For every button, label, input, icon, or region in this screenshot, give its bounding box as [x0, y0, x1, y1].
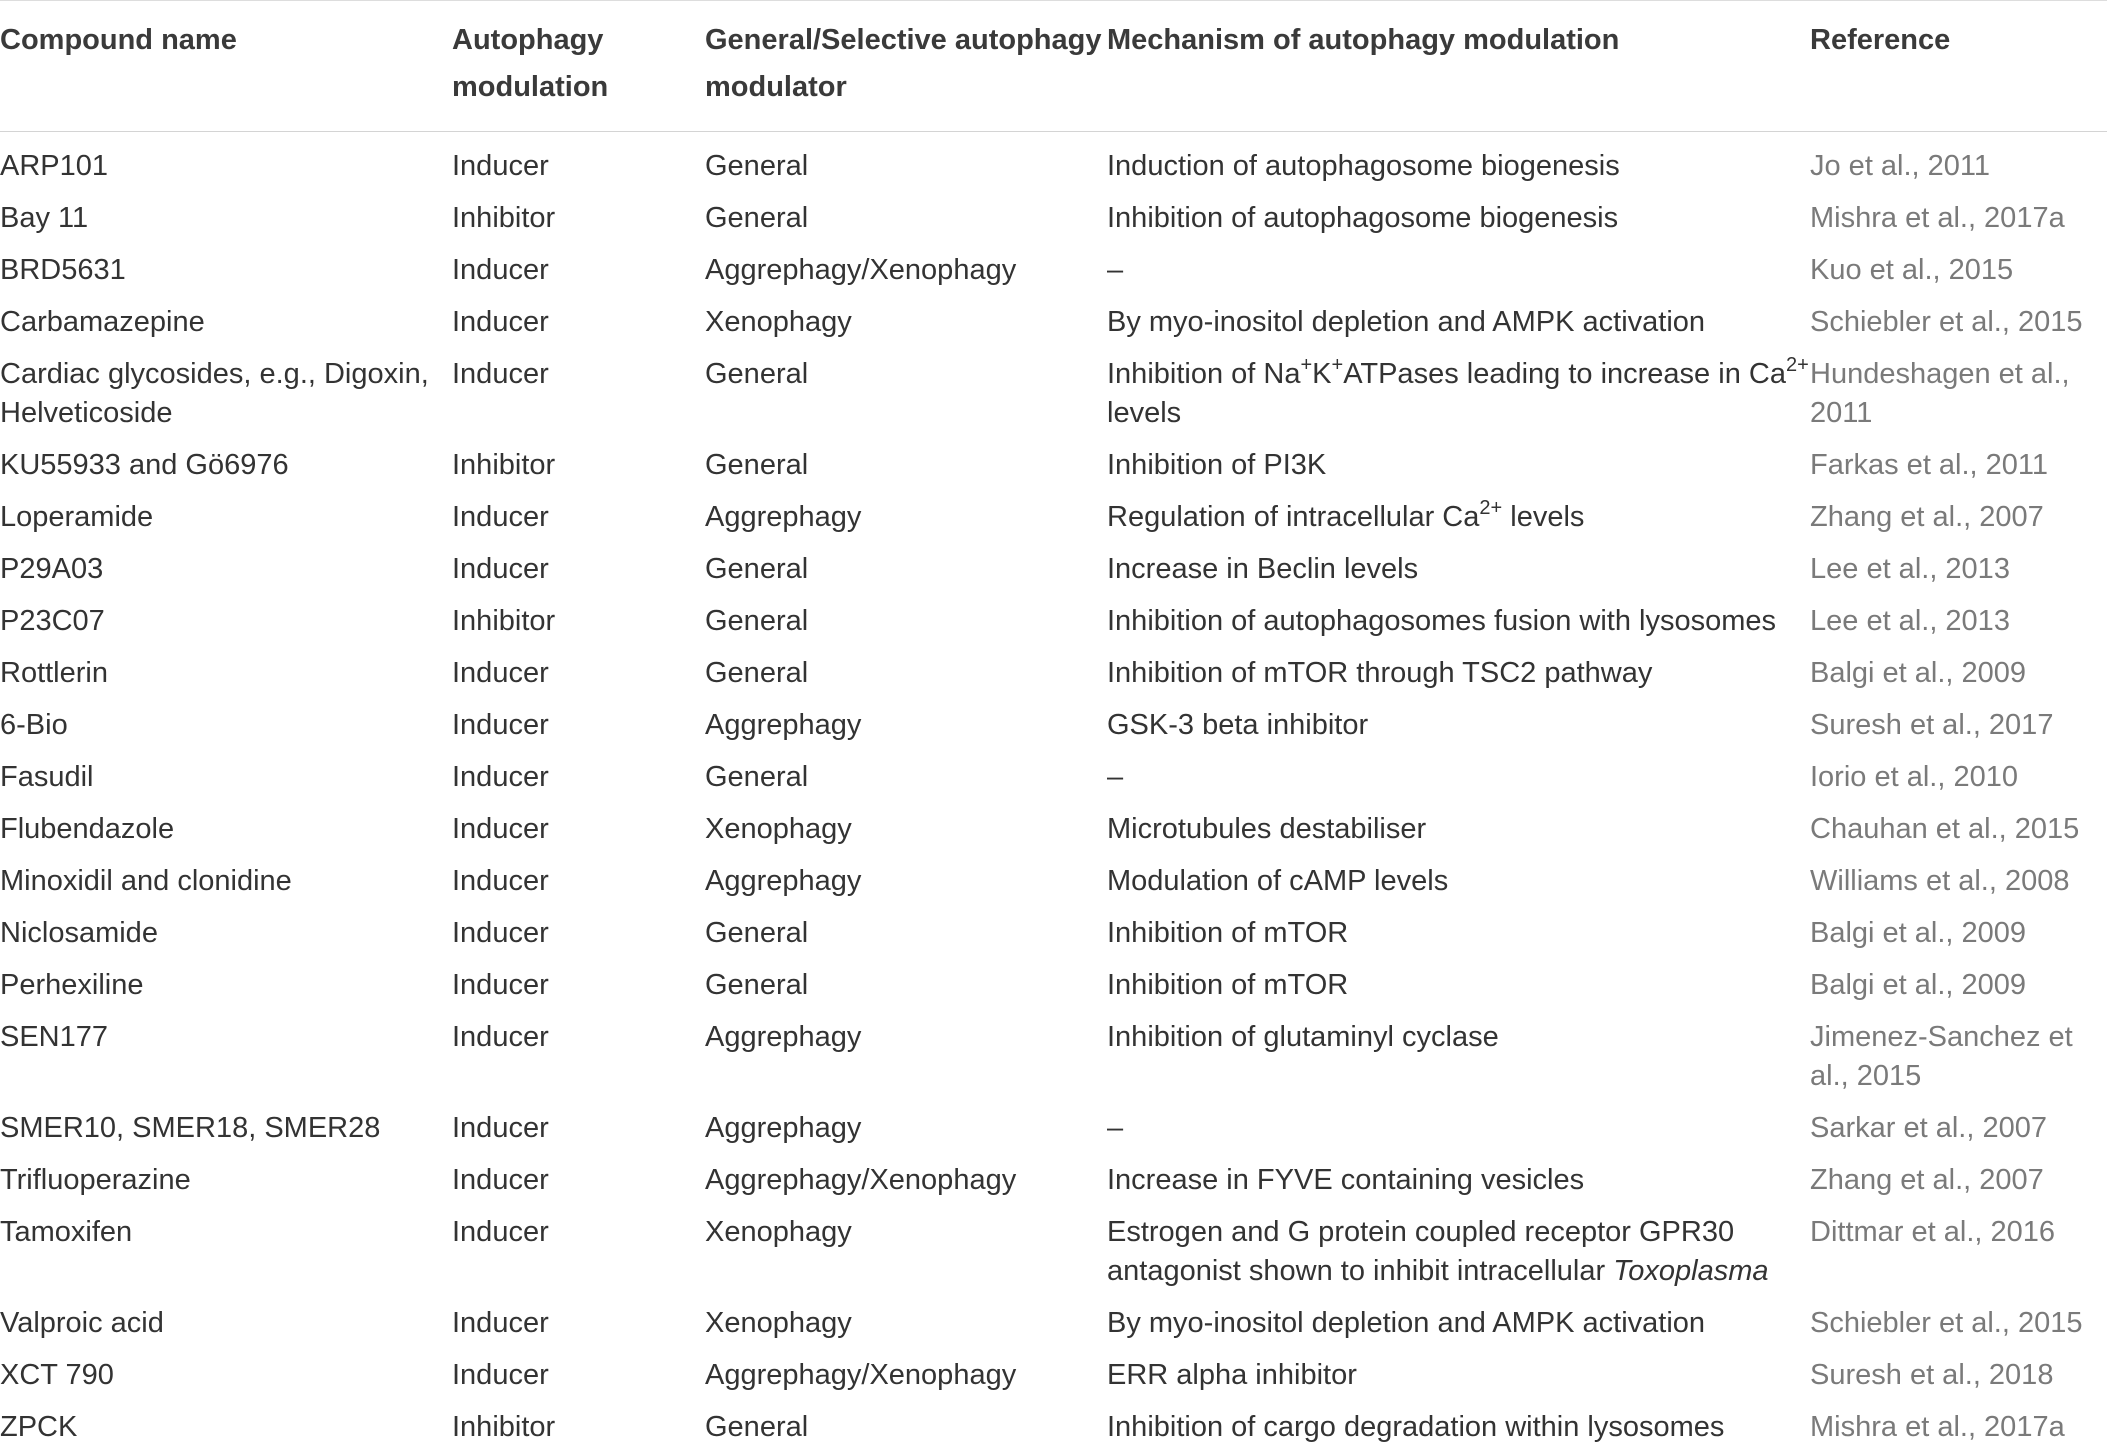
type-cell: General — [705, 761, 809, 793]
header-row — [0, 1, 2107, 132]
compound-cell: P29A03 — [0, 553, 104, 585]
modulation-cell: Inducer — [452, 1359, 549, 1391]
type-cell: General — [705, 449, 809, 481]
modulation-cell: Inducer — [452, 358, 549, 390]
type-cell: Aggrephagy — [705, 501, 862, 533]
compound-cell: KU55933 and Gö6976 — [0, 449, 289, 481]
table-row — [0, 194, 2107, 246]
table-row — [0, 701, 2107, 753]
mechanism-cell: Inhibition of mTOR — [1107, 917, 1349, 949]
type-cell: Aggrephagy — [705, 1112, 862, 1144]
mechanism-cell: Inhibition of autophagosome biogenesis — [1107, 202, 1619, 234]
modulation-cell: Inducer — [452, 254, 549, 286]
reference-cell: Zhang et al., 2007 — [1810, 1164, 2044, 1196]
compound-cell: SMER10, SMER18, SMER28 — [0, 1112, 381, 1144]
mechanism-cell: Induction of autophagosome biogenesis — [1107, 150, 1620, 182]
reference-cell: Chauhan et al., 2015 — [1810, 813, 2080, 845]
type-cell: General — [705, 1411, 809, 1443]
compound-cell: Flubendazole — [0, 813, 175, 845]
reference-cell: Dittmar et al., 2016 — [1810, 1216, 2055, 1248]
compound-cell: Cardiac glycosides, e.g., Digoxin, Helveticoside — [0, 358, 429, 429]
type-cell: General — [705, 150, 809, 182]
compound-cell: Rottlerin — [0, 657, 108, 689]
compound-cell: Minoxidil and clonidine — [0, 865, 292, 897]
mechanism-cell: By myo-inositol depletion and AMPK activation — [1107, 1307, 1706, 1339]
modulation-cell: Inducer — [452, 969, 549, 1001]
reference-cell: Schiebler et al., 2015 — [1810, 306, 2083, 338]
compound-cell: Carbamazepine — [0, 306, 205, 338]
table-row — [0, 961, 2107, 1013]
type-cell: General — [705, 917, 809, 949]
type-cell: Aggrephagy — [705, 865, 862, 897]
mechanism-text: Regulation of intracellular Ca — [1107, 501, 1480, 533]
reference-cell: Zhang et al., 2007 — [1810, 501, 2044, 533]
compound-cell: BRD5631 — [0, 254, 126, 286]
type-cell: Aggrephagy — [705, 709, 862, 741]
mechanism-cell — [1107, 350, 1810, 441]
reference-cell: Williams et al., 2008 — [1810, 865, 2070, 897]
header-compound-name: Compound name — [0, 24, 237, 56]
compound-cell: 6-Bio — [0, 709, 68, 741]
reference-cell: Farkas et al., 2011 — [1810, 449, 2049, 481]
reference-cell: Mishra et al., 2017a — [1810, 1411, 2065, 1443]
modulation-cell: Inhibitor — [452, 449, 556, 481]
compound-cell: ZPCK — [0, 1411, 78, 1443]
modulation-cell: Inhibitor — [452, 605, 556, 637]
header-reference: Reference — [1810, 24, 1951, 56]
modulation-cell: Inducer — [452, 865, 549, 897]
reference-cell: Kuo et al., 2015 — [1810, 254, 2014, 286]
type-cell: Aggrephagy/Xenophagy — [705, 1359, 1017, 1391]
mechanism-text: levels — [1502, 501, 1585, 533]
type-cell: General — [705, 202, 809, 234]
reference-cell: Balgi et al., 2009 — [1810, 917, 2027, 949]
reference-cell: Suresh et al., 2017 — [1810, 709, 2054, 741]
table-row — [0, 350, 2107, 441]
modulation-cell: Inducer — [452, 501, 549, 533]
table-row — [0, 1156, 2107, 1208]
table-row — [0, 1208, 2107, 1299]
mechanism-cell: – — [1107, 1112, 1124, 1144]
table-row — [0, 909, 2107, 961]
mechanism-italic-text: Toxoplasma — [1613, 1255, 1769, 1287]
type-cell: Aggrephagy — [705, 1021, 862, 1053]
superscript: + — [1331, 354, 1344, 376]
mechanism-cell: – — [1107, 761, 1124, 793]
type-cell: Xenophagy — [705, 813, 852, 845]
modulation-cell: Inducer — [452, 553, 549, 585]
superscript: 2+ — [1785, 354, 1809, 376]
mechanism-cell — [1107, 493, 1810, 545]
mechanism-text: K — [1312, 358, 1332, 390]
mechanism-cell: GSK-3 beta inhibitor — [1107, 709, 1369, 741]
type-cell: Xenophagy — [705, 1216, 852, 1248]
compound-cell: Fasudil — [0, 761, 94, 793]
compound-cell: Valproic acid — [0, 1307, 164, 1339]
table-row — [0, 1013, 2107, 1104]
modulation-cell: Inducer — [452, 761, 549, 793]
reference-cell: Sarkar et al., 2007 — [1810, 1112, 2047, 1144]
reference-cell: Balgi et al., 2009 — [1810, 969, 2027, 1001]
table-row — [0, 132, 2107, 195]
reference-cell: Iorio et al., 2010 — [1810, 761, 2018, 793]
type-cell: Xenophagy — [705, 1307, 852, 1339]
table-row — [0, 545, 2107, 597]
reference-cell: Balgi et al., 2009 — [1810, 657, 2027, 689]
modulation-cell: Inducer — [452, 1021, 549, 1053]
reference-cell: Lee et al., 2013 — [1810, 553, 2010, 585]
modulation-cell: Inducer — [452, 813, 549, 845]
superscript: 2+ — [1479, 497, 1503, 519]
compound-cell: Trifluoperazine — [0, 1164, 191, 1196]
type-cell: Aggrephagy/Xenophagy — [705, 254, 1017, 286]
compound-cell: Tamoxifen — [0, 1216, 133, 1248]
compound-cell: ARP101 — [0, 150, 109, 182]
mechanism-cell: Inhibition of cargo degradation within lysosomes — [1107, 1411, 1725, 1443]
reference-cell: Lee et al., 2013 — [1810, 605, 2010, 637]
table-row — [0, 1403, 2107, 1455]
mechanism-cell: ERR alpha inhibitor — [1107, 1359, 1357, 1391]
modulation-cell: Inducer — [452, 1216, 549, 1248]
compound-cell: Loperamide — [0, 501, 154, 533]
reference-cell: Schiebler et al., 2015 — [1810, 1307, 2083, 1339]
compound-cell: XCT 790 — [0, 1359, 114, 1391]
modulation-cell: Inducer — [452, 150, 549, 182]
header-mechanism: Mechanism of autophagy modulation — [1107, 24, 1620, 56]
table-row — [0, 649, 2107, 701]
header-modulator-type: General/Selective autophagy modulator — [705, 24, 1102, 103]
reference-cell: Mishra et al., 2017a — [1810, 202, 2065, 234]
table-row — [0, 1299, 2107, 1351]
type-cell: Xenophagy — [705, 306, 852, 338]
modulation-cell: Inducer — [452, 657, 549, 689]
compound-cell: Perhexiline — [0, 969, 144, 1001]
reference-cell: Suresh et al., 2018 — [1810, 1359, 2054, 1391]
reference-cell: Jimenez-Sanchez et al., 2015 — [1810, 1021, 2073, 1092]
table-row — [0, 857, 2107, 909]
reference-cell: Jo et al., 2011 — [1810, 150, 1991, 182]
mechanism-cell: Inhibition of glutaminyl cyclase — [1107, 1021, 1499, 1053]
modulation-cell: Inducer — [452, 1307, 549, 1339]
table-row — [0, 753, 2107, 805]
compound-cell: P23C07 — [0, 605, 105, 637]
mechanism-cell: Increase in Beclin levels — [1107, 553, 1419, 585]
mechanism-cell: Modulation of cAMP levels — [1107, 865, 1449, 897]
mechanism-text: Inhibition of Na — [1107, 358, 1301, 390]
table-row — [0, 493, 2107, 545]
mechanism-cell: Increase in FYVE containing vesicles — [1107, 1164, 1585, 1196]
mechanism-cell: Inhibition of PI3K — [1107, 449, 1327, 481]
modulation-cell: Inducer — [452, 1164, 549, 1196]
type-cell: General — [705, 605, 809, 637]
type-cell: Aggrephagy/Xenophagy — [705, 1164, 1017, 1196]
table-row — [0, 246, 2107, 298]
type-cell: General — [705, 657, 809, 689]
table-row — [0, 441, 2107, 493]
modulation-cell: Inhibitor — [452, 1411, 556, 1443]
mechanism-text: Estrogen and G protein coupled receptor GPR30 antagonist shown to inhibit intracellular — [1107, 1216, 1735, 1287]
table-row — [0, 298, 2107, 350]
modulation-cell: Inducer — [452, 1112, 549, 1144]
mechanism-cell: – — [1107, 254, 1124, 286]
mechanism-text: ATPases leading to increase in Ca — [1343, 358, 1786, 390]
mechanism-cell: Microtubules destabiliser — [1107, 813, 1427, 845]
mechanism-cell: Inhibition of autophagosomes fusion with lysosomes — [1107, 605, 1776, 637]
mechanism-cell — [1107, 1208, 1810, 1299]
type-cell: General — [705, 358, 809, 390]
mechanism-cell: Inhibition of mTOR through TSC2 pathway — [1107, 657, 1653, 689]
table-row — [0, 805, 2107, 857]
modulation-cell: Inducer — [452, 709, 549, 741]
table-row — [0, 1104, 2107, 1156]
compound-cell: Bay 11 — [0, 202, 89, 234]
compound-cell: Niclosamide — [0, 917, 158, 949]
table-row — [0, 597, 2107, 649]
reference-cell: Hundeshagen et al., 2011 — [1810, 358, 2070, 429]
mechanism-cell: Inhibition of mTOR — [1107, 969, 1349, 1001]
modulation-cell: Inducer — [452, 306, 549, 338]
type-cell: General — [705, 553, 809, 585]
modulation-cell: Inducer — [452, 917, 549, 949]
modulation-cell: Inhibitor — [452, 202, 556, 234]
compound-cell: SEN177 — [0, 1021, 109, 1053]
mechanism-text: levels — [1107, 397, 1182, 429]
mechanism-cell: By myo-inositol depletion and AMPK activation — [1107, 306, 1706, 338]
superscript: + — [1300, 354, 1313, 376]
type-cell: General — [705, 969, 809, 1001]
table-row — [0, 1351, 2107, 1403]
header-autophagy-modulation: Autophagy modulation — [452, 24, 609, 103]
